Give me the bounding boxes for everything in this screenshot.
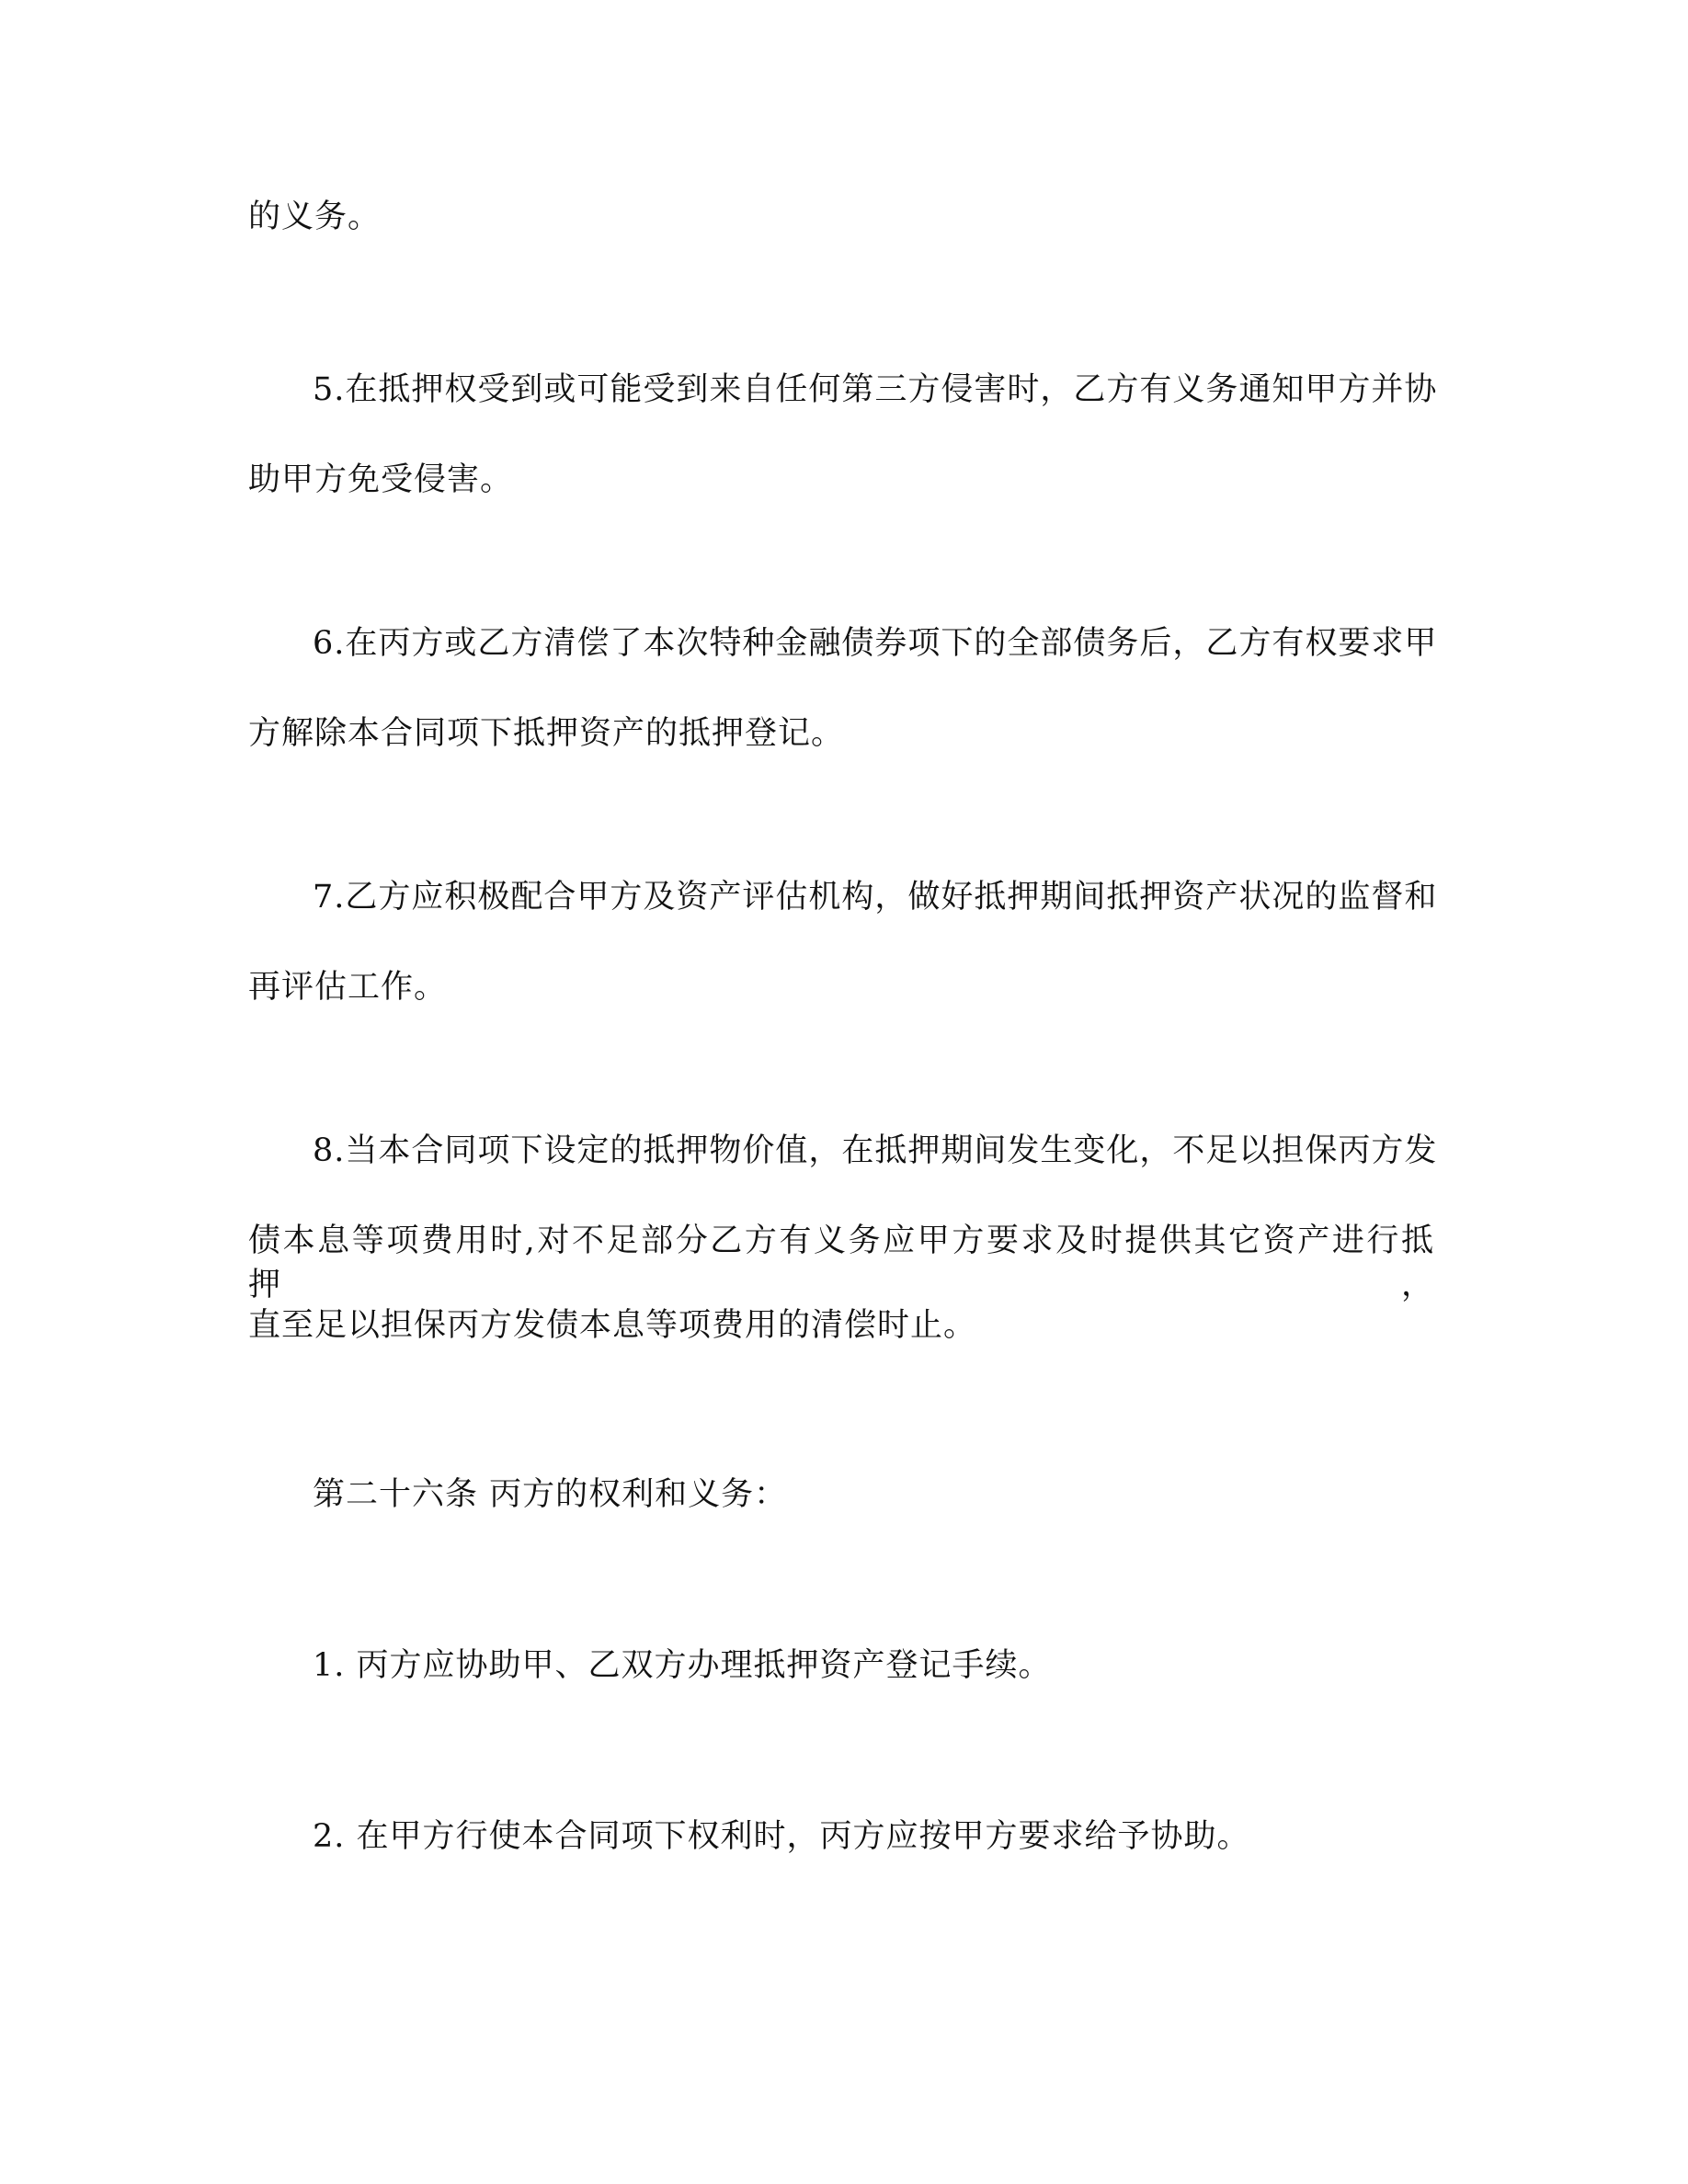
clause-7-line-2: 再评估工作。 [248, 969, 448, 1006]
text-line-1: 的义务。 [248, 199, 382, 235]
clause-5-line-1: 5.在抵押权受到或可能受到来自任何第三方侵害时，乙方有义务通知甲方并协 [313, 371, 1438, 408]
clause-7-line-1: 7.乙方应积极配合甲方及资产评估机构，做好抵押期间抵押资产状况的监督和 [313, 879, 1438, 916]
clause-5-line-2: 助甲方免受侵害。 [248, 461, 514, 498]
article-26-item-2: 2. 在甲方行使本合同项下权利时，丙方应按甲方要求给予协助。 [313, 1818, 1250, 1855]
article-26-item-1: 1. 丙方应协助甲、乙双方办理抵押资产登记手续。 [313, 1647, 1052, 1684]
article-26-heading: 第二十六条 丙方的权利和义务： [313, 1476, 788, 1513]
clause-6-line-1: 6.在丙方或乙方清偿了本次特种金融债券项下的全部债务后，乙方有权要求甲 [313, 625, 1438, 662]
clause-8-line-1: 8.当本合同项下设定的抵押物价值，在抵押期间发生变化，不足以担保丙方发 [313, 1132, 1438, 1169]
clause-8-line-2: 债本息等项费用时,对不足部分乙方有义务应甲方要求及时提供其它资产进行抵押， [248, 1223, 1434, 1303]
clause-8-line-3: 直至足以担保丙方发债本息等项费用的清偿时止。 [248, 1307, 977, 1344]
clause-6-line-2: 方解除本合同项下抵押资产的抵押登记。 [248, 715, 845, 752]
